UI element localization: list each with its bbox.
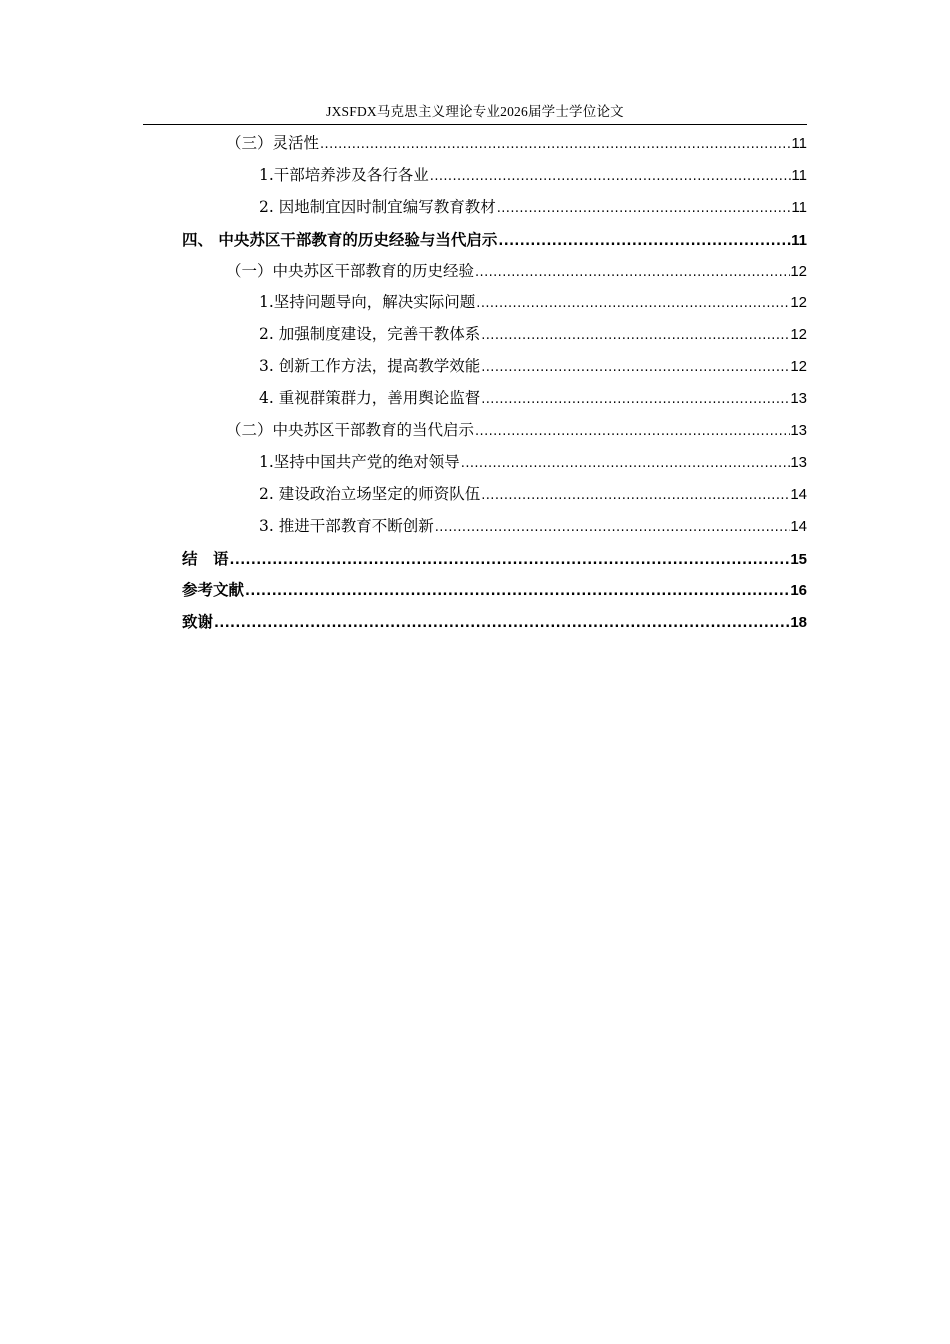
toc-entry-label: 结 语 <box>182 548 229 568</box>
toc-page-number: 11 <box>791 166 807 184</box>
toc-page-number: 16 <box>790 582 807 600</box>
toc-dot-leader <box>434 512 791 544</box>
toc-entry-label: 参考文献 <box>182 580 245 600</box>
toc-entry-chapter[interactable] <box>182 224 807 256</box>
toc-entry[interactable] <box>182 319 807 351</box>
toc-entry-label: 4. 重视群策群力，善用舆论监督 <box>259 389 481 408</box>
toc-entry-label: 1.干部培养涉及各行各业 <box>259 165 429 184</box>
toc-entry-conclusion[interactable] <box>182 543 807 575</box>
toc-entry-label: 1.坚持问题导向，解决实际问题 <box>259 293 476 312</box>
toc-dot-leader <box>480 352 790 384</box>
toc-entry-label: 致谢 <box>182 612 214 632</box>
toc-entry-label: 3. 创新工作方法，提高教学效能 <box>259 357 481 376</box>
toc-dot-leader <box>475 288 790 320</box>
toc-dot-leader <box>460 448 791 480</box>
toc-entry-label: 3. 推进干部教育不断创新 <box>259 516 434 535</box>
toc-entry-label: 2. 加强制度建设，完善干教体系 <box>259 325 481 344</box>
toc-entry[interactable] <box>182 415 807 447</box>
toc-entry[interactable] <box>182 160 807 192</box>
toc-dot-leader <box>480 320 790 352</box>
toc-entry[interactable] <box>182 447 807 479</box>
toc-page-number: 12 <box>790 262 807 280</box>
toc-page-number: 13 <box>790 422 807 440</box>
toc-entry[interactable] <box>182 383 807 415</box>
toc-dot-leader <box>474 416 790 448</box>
toc-page-number: 11 <box>791 198 807 216</box>
toc-page-number: 11 <box>791 135 807 152</box>
toc-dot-leader <box>497 226 791 258</box>
header-rule <box>143 124 807 125</box>
toc-dot-leader <box>480 384 790 416</box>
toc-page-number: 13 <box>790 453 807 471</box>
toc-entry[interactable] <box>182 511 807 543</box>
table-of-contents <box>182 128 807 638</box>
toc-page-number: 12 <box>790 358 807 376</box>
toc-entry-label: （三）灵活性 <box>226 134 320 152</box>
toc-entry[interactable] <box>182 256 807 288</box>
toc-entry[interactable] <box>182 192 807 224</box>
toc-page-number: 14 <box>790 485 807 503</box>
toc-page-number: 12 <box>790 326 807 344</box>
toc-entry-references[interactable] <box>182 574 807 606</box>
toc-page-number: 12 <box>790 294 807 312</box>
toc-page-number: 14 <box>790 517 807 535</box>
toc-entry[interactable] <box>182 351 807 383</box>
toc-page-number: 11 <box>791 231 807 249</box>
toc-page-number: 15 <box>790 550 807 568</box>
toc-entry-label: （二）中央苏区干部教育的当代启示 <box>226 421 475 440</box>
toc-dot-leader <box>474 257 790 289</box>
toc-dot-leader <box>319 129 791 161</box>
toc-entry-label: 四、 中央苏区干部教育的历史经验与当代启示 <box>182 229 498 249</box>
toc-entry[interactable] <box>182 287 807 319</box>
toc-entry-label: （一）中央苏区干部教育的历史经验 <box>226 261 475 280</box>
toc-dot-leader <box>244 576 790 608</box>
toc-page-number: 18 <box>790 614 807 632</box>
toc-dot-leader <box>480 480 790 512</box>
page-header: JXSFDX马克思主义理论专业2026届学士学位论文 <box>326 104 624 119</box>
toc-entry-label: 2. 建设政治立场坚定的师资队伍 <box>259 484 481 503</box>
toc-dot-leader <box>496 193 792 225</box>
toc-dot-leader <box>229 545 791 577</box>
toc-entry[interactable] <box>182 479 807 511</box>
toc-entry-acknowledgements[interactable] <box>182 606 807 638</box>
toc-page-number: 13 <box>790 390 807 408</box>
toc-dot-leader <box>429 161 792 193</box>
toc-entry[interactable] <box>182 128 807 160</box>
toc-entry-label: 1.坚持中国共产党的绝对领导 <box>259 452 460 471</box>
toc-entry-label: 2. 因地制宜因时制宜编写教育教材 <box>259 197 496 216</box>
toc-dot-leader <box>213 608 790 640</box>
